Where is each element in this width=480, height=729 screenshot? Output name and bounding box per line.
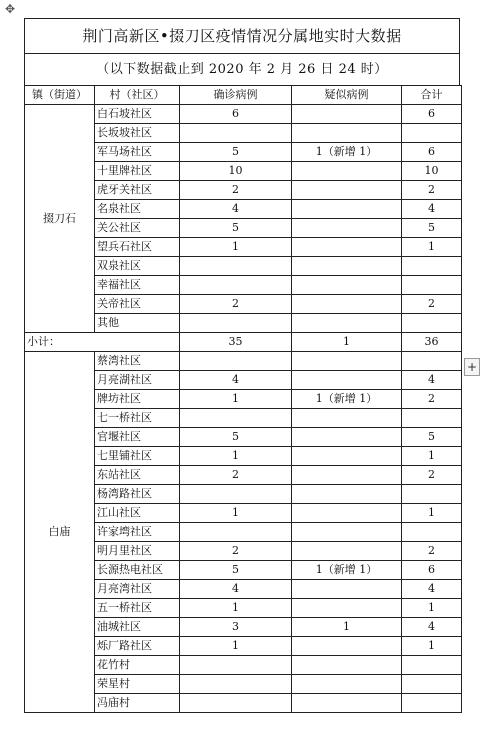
village-name-cell: 望兵石社区 — [95, 238, 180, 257]
add-column-button[interactable]: + — [464, 358, 480, 376]
village-name-cell: 月亮湖社区 — [95, 371, 180, 390]
suspected-cell — [292, 219, 402, 238]
total-cell — [402, 694, 462, 713]
confirmed-cell — [180, 523, 292, 542]
total-cell: 5 — [402, 428, 462, 447]
epidemic-data-table — [24, 85, 462, 713]
village-name-cell: 江山社区 — [95, 504, 180, 523]
confirmed-cell: 5 — [180, 428, 292, 447]
village-name-cell: 长源热电社区 — [95, 561, 180, 580]
village-name-cell: 五一桥社区 — [95, 599, 180, 618]
confirmed-cell — [180, 485, 292, 504]
confirmed-cell: 3 — [180, 618, 292, 637]
total-cell: 1 — [402, 504, 462, 523]
suspected-cell: 1（新增 1） — [292, 143, 402, 162]
total-cell: 1 — [402, 238, 462, 257]
total-cell — [402, 352, 462, 371]
table-move-handle-icon[interactable]: ✥ — [4, 2, 16, 16]
confirmed-cell: 1 — [180, 637, 292, 656]
village-name-cell: 十里牌社区 — [95, 162, 180, 181]
suspected-cell — [292, 580, 402, 599]
confirmed-cell: 5 — [180, 143, 292, 162]
village-name-cell: 七里铺社区 — [95, 447, 180, 466]
total-cell — [402, 485, 462, 504]
village-name-cell: 七一桥社区 — [95, 409, 180, 428]
total-cell: 2 — [402, 181, 462, 200]
suspected-cell — [292, 694, 402, 713]
total-cell — [402, 124, 462, 143]
header-village: 村（社区） — [95, 86, 180, 105]
village-name-cell: 花竹村 — [95, 656, 180, 675]
confirmed-cell — [180, 656, 292, 675]
suspected-cell — [292, 504, 402, 523]
confirmed-cell: 1 — [180, 238, 292, 257]
confirmed-cell — [180, 314, 292, 333]
confirmed-cell: 2 — [180, 295, 292, 314]
confirmed-cell: 2 — [180, 542, 292, 561]
suspected-cell — [292, 105, 402, 124]
suspected-cell — [292, 276, 402, 295]
town-name-cell: 白庙 — [25, 352, 95, 713]
confirmed-cell: 1 — [180, 447, 292, 466]
suspected-cell: 1 — [292, 618, 402, 637]
subtotal-label: 小计： — [25, 333, 180, 352]
subtotal-confirmed: 35 — [180, 333, 292, 352]
village-name-cell: 关帝社区 — [95, 295, 180, 314]
village-name-cell: 冯庙村 — [95, 694, 180, 713]
village-name-cell: 许家塆社区 — [95, 523, 180, 542]
table-subtitle: （以下数据截止到 2020 年 2 月 26 日 24 时） — [24, 53, 460, 85]
suspected-cell — [292, 257, 402, 276]
suspected-cell — [292, 637, 402, 656]
suspected-cell — [292, 295, 402, 314]
total-cell: 5 — [402, 219, 462, 238]
village-name-cell: 油城社区 — [95, 618, 180, 637]
total-cell — [402, 675, 462, 694]
village-name-cell: 月亮湾社区 — [95, 580, 180, 599]
village-name-cell: 明月里社区 — [95, 542, 180, 561]
subtotal-row — [25, 333, 462, 352]
data-table-sheet — [24, 18, 460, 713]
confirmed-cell — [180, 124, 292, 143]
confirmed-cell: 4 — [180, 371, 292, 390]
total-cell: 2 — [402, 466, 462, 485]
confirmed-cell: 5 — [180, 219, 292, 238]
village-name-cell: 烁厂路社区 — [95, 637, 180, 656]
table-body — [25, 105, 462, 713]
total-cell: 6 — [402, 143, 462, 162]
confirmed-cell — [180, 276, 292, 295]
confirmed-cell: 2 — [180, 466, 292, 485]
suspected-cell — [292, 181, 402, 200]
village-name-cell: 蔡湾社区 — [95, 352, 180, 371]
suspected-cell — [292, 371, 402, 390]
suspected-cell — [292, 675, 402, 694]
total-cell: 1 — [402, 447, 462, 466]
confirmed-cell: 2 — [180, 181, 292, 200]
suspected-cell — [292, 466, 402, 485]
village-name-cell: 白石坡社区 — [95, 105, 180, 124]
suspected-cell — [292, 352, 402, 371]
suspected-cell — [292, 124, 402, 143]
total-cell — [402, 409, 462, 428]
suspected-cell — [292, 523, 402, 542]
suspected-cell — [292, 162, 402, 181]
confirmed-cell: 10 — [180, 162, 292, 181]
total-cell: 2 — [402, 295, 462, 314]
total-cell: 1 — [402, 637, 462, 656]
village-name-cell: 关公社区 — [95, 219, 180, 238]
confirmed-cell — [180, 257, 292, 276]
header-total: 合计 — [402, 86, 462, 105]
confirmed-cell: 1 — [180, 504, 292, 523]
total-cell: 4 — [402, 580, 462, 599]
village-name-cell: 荣星村 — [95, 675, 180, 694]
total-cell: 6 — [402, 105, 462, 124]
village-name-cell: 双泉社区 — [95, 257, 180, 276]
village-name-cell: 牌坊社区 — [95, 390, 180, 409]
confirmed-cell — [180, 694, 292, 713]
village-name-cell: 军马场社区 — [95, 143, 180, 162]
confirmed-cell — [180, 675, 292, 694]
confirmed-cell — [180, 409, 292, 428]
suspected-cell: 1（新增 1） — [292, 390, 402, 409]
header-confirmed: 确诊病例 — [180, 86, 292, 105]
village-name-cell: 名泉社区 — [95, 200, 180, 219]
suspected-cell — [292, 428, 402, 447]
table-row — [25, 352, 462, 371]
header-suspected: 疑似病例 — [292, 86, 402, 105]
suspected-cell — [292, 238, 402, 257]
confirmed-cell: 4 — [180, 200, 292, 219]
confirmed-cell: 1 — [180, 599, 292, 618]
confirmed-cell: 5 — [180, 561, 292, 580]
total-cell — [402, 523, 462, 542]
village-name-cell: 东站社区 — [95, 466, 180, 485]
village-name-cell: 官堰社区 — [95, 428, 180, 447]
suspected-cell — [292, 447, 402, 466]
suspected-cell — [292, 599, 402, 618]
total-cell — [402, 257, 462, 276]
total-cell: 4 — [402, 200, 462, 219]
total-cell: 1 — [402, 599, 462, 618]
village-name-cell: 幸福社区 — [95, 276, 180, 295]
total-cell: 4 — [402, 618, 462, 637]
header-town: 镇（街道） — [25, 86, 95, 105]
total-cell: 10 — [402, 162, 462, 181]
suspected-cell — [292, 542, 402, 561]
confirmed-cell: 1 — [180, 390, 292, 409]
suspected-cell — [292, 409, 402, 428]
suspected-cell — [292, 200, 402, 219]
suspected-cell — [292, 656, 402, 675]
total-cell: 6 — [402, 561, 462, 580]
suspected-cell — [292, 314, 402, 333]
village-name-cell: 其他 — [95, 314, 180, 333]
subtotal-suspected: 1 — [292, 333, 402, 352]
total-cell: 2 — [402, 390, 462, 409]
total-cell: 4 — [402, 371, 462, 390]
table-row — [25, 105, 462, 124]
total-cell — [402, 656, 462, 675]
table-title: 荆门高新区•掇刀区疫情情况分属地实时大数据 — [24, 18, 460, 53]
suspected-cell — [292, 485, 402, 504]
village-name-cell: 杨湾路社区 — [95, 485, 180, 504]
village-name-cell: 长坂坡社区 — [95, 124, 180, 143]
confirmed-cell — [180, 352, 292, 371]
suspected-cell: 1（新增 1） — [292, 561, 402, 580]
header-row — [25, 86, 462, 105]
total-cell: 2 — [402, 542, 462, 561]
town-name-cell: 掇刀石 — [25, 105, 95, 333]
confirmed-cell: 4 — [180, 580, 292, 599]
total-cell — [402, 314, 462, 333]
subtotal-total: 36 — [402, 333, 462, 352]
village-name-cell: 虎牙关社区 — [95, 181, 180, 200]
confirmed-cell: 6 — [180, 105, 292, 124]
total-cell — [402, 276, 462, 295]
